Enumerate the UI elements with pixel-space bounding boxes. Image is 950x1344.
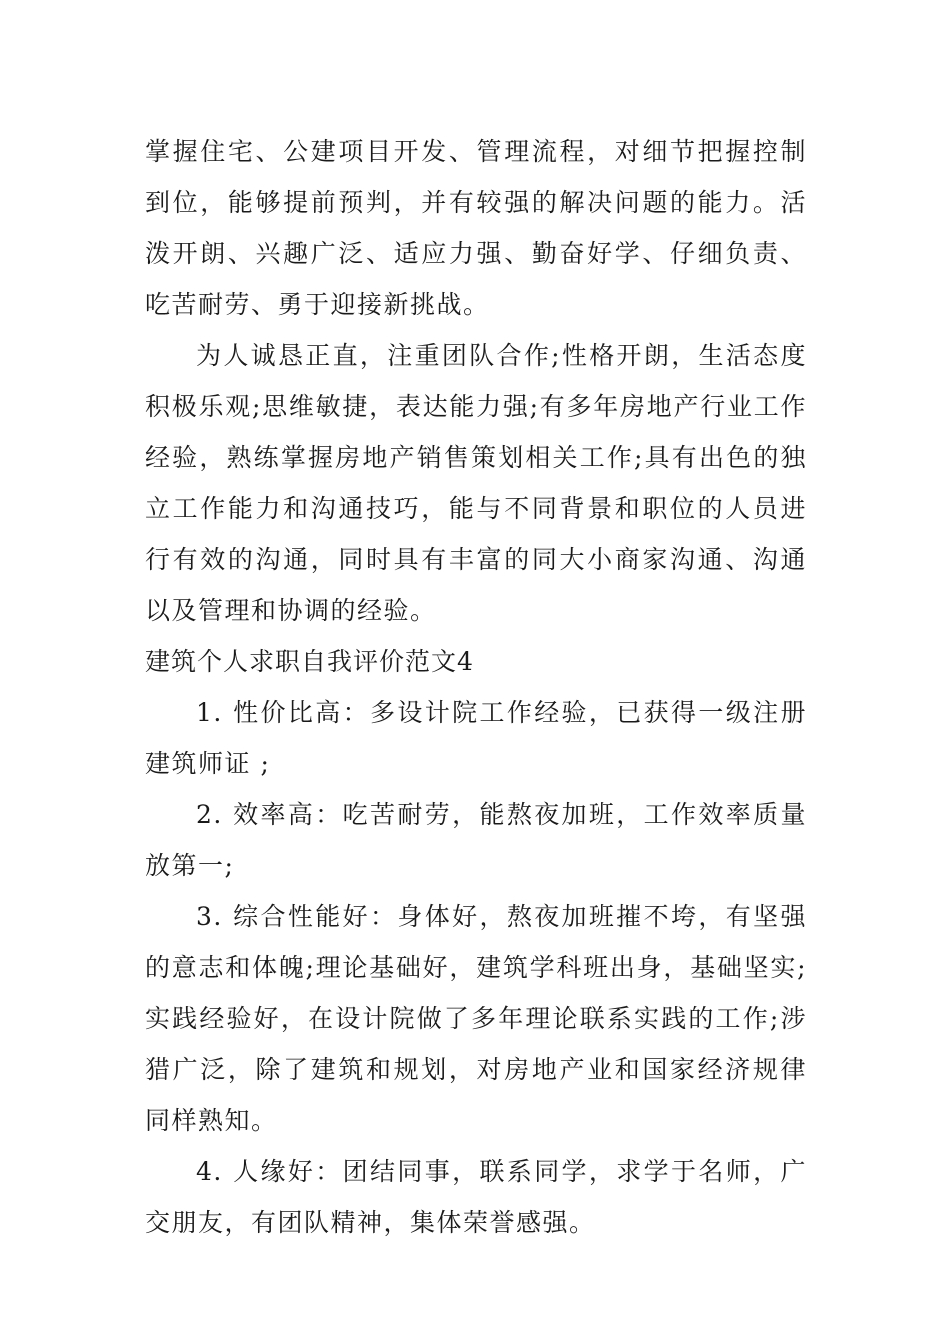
section-heading: 建筑个人求职自我评价范文4 bbox=[145, 647, 474, 676]
list-item-1: 1. 性价比高：多设计院工作经验，已获得一级注册建筑师证 ; bbox=[145, 698, 807, 778]
list-item-2: 2. 效率高：吃苦耐劳，能熬夜加班，工作效率质量放第一; bbox=[145, 800, 807, 880]
list-item-4: 4. 人缘好：团结同事，联系同学，求学于名师，广交朋友，有团队精神，集体荣誉感强。 bbox=[145, 1157, 807, 1237]
list-item-3: 3. 综合性能好：身体好，熬夜加班摧不垮，有坚强的意志和体魄;理论基础好，建筑学科班出身，基础坚实;实践经验好，在设计院做了多年理论联系实践的工作;涉猎广泛，除了建筑和规划，对房地产业和国家经济规律同样熟知。 bbox=[145, 902, 807, 1135]
paragraph-personality: 为人诚恳正直，注重团队合作;性格开朗，生活态度积极乐观;思维敏捷，表达能力强;有多年房地产行业工作经验，熟练掌握房地产销售策划相关工作;具有出色的独立工作能力和沟通技巧，能与不同背景和职位的人员进行有效的沟通，同时具有丰富的同大小商家沟通、沟通以及管理和协调的经验。 bbox=[145, 341, 807, 625]
document-body bbox=[145, 126, 807, 1248]
paragraph-continued: 掌握住宅、公建项目开发、管理流程，对细节把握控制到位，能够提前预判，并有较强的解决问题的能力。活泼开朗、兴趣广泛、适应力强、勤奋好学、仔细负责、吃苦耐劳、勇于迎接新挑战。 bbox=[145, 137, 807, 319]
